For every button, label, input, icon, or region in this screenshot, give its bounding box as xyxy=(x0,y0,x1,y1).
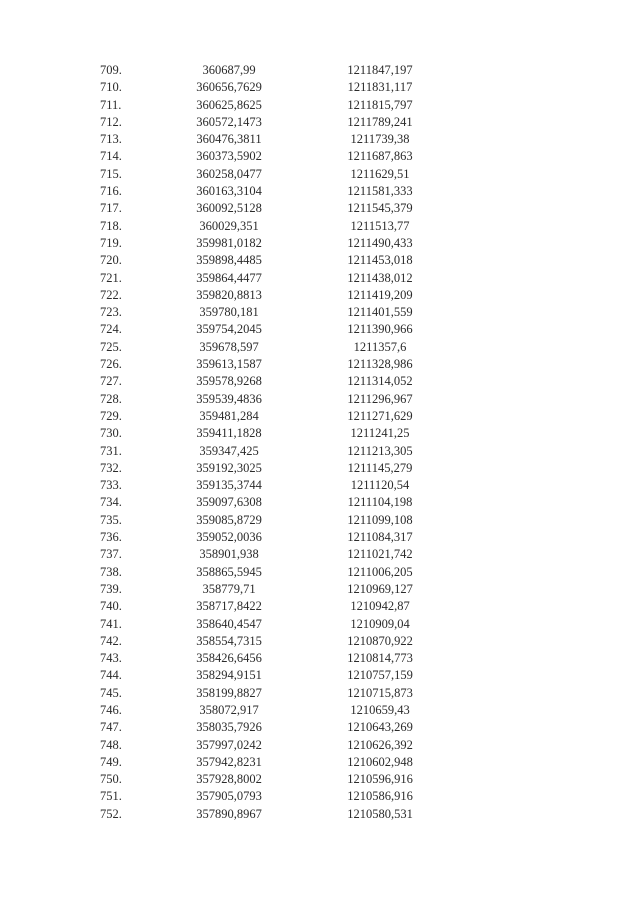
row-number: 718. xyxy=(100,218,122,233)
x-coordinate: 357890,8967 xyxy=(196,806,262,821)
y-coordinate: 1211021,742 xyxy=(347,547,413,562)
table-row xyxy=(0,148,640,165)
x-coordinate: 359052,0036 xyxy=(196,530,262,545)
table-row xyxy=(0,391,640,408)
table-row xyxy=(0,564,640,581)
table-row xyxy=(0,667,640,684)
x-coordinate: 360656,7629 xyxy=(196,80,262,95)
row-number: 749. xyxy=(100,754,122,769)
table-row xyxy=(0,252,640,269)
row-number: 748. xyxy=(100,737,122,752)
x-coordinate: 359481,284 xyxy=(199,408,259,423)
coordinate-table xyxy=(0,62,640,823)
x-coordinate: 359135,3744 xyxy=(196,478,262,493)
y-coordinate: 1211296,967 xyxy=(347,391,413,406)
table-row xyxy=(0,702,640,719)
y-coordinate: 1210659,43 xyxy=(350,702,410,717)
x-coordinate: 359085,8729 xyxy=(196,512,262,527)
x-coordinate: 358779,71 xyxy=(202,581,256,596)
row-number: 741. xyxy=(100,616,122,631)
row-number: 744. xyxy=(100,668,122,683)
x-coordinate: 359780,181 xyxy=(199,305,259,320)
y-coordinate: 1210602,948 xyxy=(347,754,413,769)
row-number: 734. xyxy=(100,495,122,510)
row-number: 710. xyxy=(100,80,122,95)
table-row xyxy=(0,287,640,304)
table-row xyxy=(0,114,640,131)
y-coordinate: 1211401,559 xyxy=(347,305,413,320)
row-number: 745. xyxy=(100,685,122,700)
y-coordinate: 1211104,198 xyxy=(347,495,413,510)
y-coordinate: 1211390,966 xyxy=(347,322,413,337)
y-coordinate: 1211438,012 xyxy=(347,270,413,285)
table-row xyxy=(0,79,640,96)
x-coordinate: 360476,3811 xyxy=(196,132,262,147)
row-number: 714. xyxy=(100,149,122,164)
x-coordinate: 360029,351 xyxy=(199,218,259,233)
x-coordinate: 359678,597 xyxy=(199,339,259,354)
x-coordinate: 358717,8422 xyxy=(196,599,262,614)
x-coordinate: 358426,6456 xyxy=(196,651,262,666)
y-coordinate: 1211084,317 xyxy=(347,530,413,545)
table-row xyxy=(0,477,640,494)
x-coordinate: 358072,917 xyxy=(199,702,259,717)
y-coordinate: 1211847,197 xyxy=(347,63,413,77)
x-coordinate: 359898,4485 xyxy=(196,253,262,268)
y-coordinate: 1211419,209 xyxy=(347,287,413,302)
y-coordinate: 1210596,916 xyxy=(347,772,413,787)
row-number: 742. xyxy=(100,633,122,648)
y-coordinate: 1211241,25 xyxy=(350,426,410,441)
y-coordinate: 1211739,38 xyxy=(350,132,410,147)
y-coordinate: 1210870,922 xyxy=(347,633,413,648)
table-row xyxy=(0,270,640,287)
row-number: 733. xyxy=(100,478,122,493)
x-coordinate: 359864,4477 xyxy=(196,270,262,285)
x-coordinate: 359539,4836 xyxy=(196,391,262,406)
y-coordinate: 1211581,333 xyxy=(347,184,413,199)
x-coordinate: 359097,6308 xyxy=(196,495,262,510)
table-row xyxy=(0,633,640,650)
x-coordinate: 357905,0793 xyxy=(196,789,262,804)
row-number: 730. xyxy=(100,426,122,441)
y-coordinate: 1211314,052 xyxy=(347,374,413,389)
y-coordinate: 1211545,379 xyxy=(347,201,413,216)
table-row xyxy=(0,616,640,633)
row-number: 722. xyxy=(100,287,122,302)
y-coordinate: 1211815,797 xyxy=(347,97,413,112)
table-row xyxy=(0,235,640,252)
table-row xyxy=(0,304,640,321)
table-row xyxy=(0,737,640,754)
table-row xyxy=(0,650,640,667)
row-number: 727. xyxy=(100,374,122,389)
y-coordinate: 1211328,986 xyxy=(347,357,413,372)
table-row xyxy=(0,788,640,805)
row-number: 750. xyxy=(100,772,122,787)
row-number: 726. xyxy=(100,357,122,372)
table-row xyxy=(0,408,640,425)
x-coordinate: 359754,2045 xyxy=(196,322,262,337)
table-row xyxy=(0,598,640,615)
x-coordinate: 360258,0477 xyxy=(196,166,262,181)
table-row xyxy=(0,218,640,235)
row-number: 711. xyxy=(100,97,122,112)
table-row xyxy=(0,339,640,356)
table-row xyxy=(0,719,640,736)
x-coordinate: 359578,9268 xyxy=(196,374,262,389)
y-coordinate: 1211357,6 xyxy=(353,339,407,354)
table-row xyxy=(0,425,640,442)
table-row xyxy=(0,754,640,771)
table-row xyxy=(0,806,640,823)
x-coordinate: 360687,99 xyxy=(202,63,256,77)
x-coordinate: 358035,7926 xyxy=(196,720,262,735)
table-row xyxy=(0,443,640,460)
row-number: 721. xyxy=(100,270,122,285)
x-coordinate: 359192,3025 xyxy=(196,460,262,475)
row-number: 735. xyxy=(100,512,122,527)
y-coordinate: 1210586,916 xyxy=(347,789,413,804)
x-coordinate: 360092,5128 xyxy=(196,201,262,216)
x-coordinate: 359411,1828 xyxy=(196,426,262,441)
x-coordinate: 357997,0242 xyxy=(196,737,262,752)
table-row xyxy=(0,321,640,338)
table-row xyxy=(0,200,640,217)
row-number: 738. xyxy=(100,564,122,579)
x-coordinate: 358554,7315 xyxy=(196,633,262,648)
row-number: 737. xyxy=(100,547,122,562)
row-number: 739. xyxy=(100,581,122,596)
table-row xyxy=(0,771,640,788)
x-coordinate: 359820,8813 xyxy=(196,287,262,302)
row-number: 740. xyxy=(100,599,122,614)
y-coordinate: 1210757,159 xyxy=(347,668,413,683)
y-coordinate: 1211120,54 xyxy=(350,478,410,493)
y-coordinate: 1210942,87 xyxy=(350,599,410,614)
table-row xyxy=(0,581,640,598)
y-coordinate: 1211513,77 xyxy=(350,218,410,233)
row-number: 732. xyxy=(100,460,122,475)
row-number: 716. xyxy=(100,184,122,199)
x-coordinate: 358901,938 xyxy=(199,547,259,562)
row-number: 720. xyxy=(100,253,122,268)
y-coordinate: 1211687,863 xyxy=(347,149,413,164)
y-coordinate: 1211099,108 xyxy=(347,512,413,527)
row-number: 752. xyxy=(100,806,122,821)
row-number: 729. xyxy=(100,408,122,423)
y-coordinate: 1211453,018 xyxy=(347,253,413,268)
row-number: 736. xyxy=(100,530,122,545)
row-number: 712. xyxy=(100,114,122,129)
x-coordinate: 360572,1473 xyxy=(196,114,262,129)
row-number: 743. xyxy=(100,651,122,666)
row-number: 723. xyxy=(100,305,122,320)
row-number: 728. xyxy=(100,391,122,406)
table-row xyxy=(0,97,640,114)
y-coordinate: 1211271,629 xyxy=(347,408,413,423)
y-coordinate: 1210580,531 xyxy=(347,806,413,821)
y-coordinate: 1211213,305 xyxy=(347,443,413,458)
row-number: 746. xyxy=(100,702,122,717)
row-number: 751. xyxy=(100,789,122,804)
x-coordinate: 358640,4547 xyxy=(196,616,262,631)
x-coordinate: 360373,5902 xyxy=(196,149,262,164)
x-coordinate: 357928,8002 xyxy=(196,772,262,787)
row-number: 719. xyxy=(100,235,122,250)
table-row xyxy=(0,62,640,79)
y-coordinate: 1210715,873 xyxy=(347,685,413,700)
y-coordinate: 1210969,127 xyxy=(347,581,413,596)
row-number: 717. xyxy=(100,201,122,216)
y-coordinate: 1211789,241 xyxy=(347,114,413,129)
row-number: 713. xyxy=(100,132,122,147)
table-row xyxy=(0,166,640,183)
y-coordinate: 1211145,279 xyxy=(347,460,413,475)
y-coordinate: 1210643,269 xyxy=(347,720,413,735)
y-coordinate: 1210909,04 xyxy=(350,616,410,631)
table-row xyxy=(0,460,640,477)
x-coordinate: 358865,5945 xyxy=(196,564,262,579)
x-coordinate: 359981,0182 xyxy=(196,235,262,250)
x-coordinate: 358199,8827 xyxy=(196,685,262,700)
y-coordinate: 1211831,117 xyxy=(347,80,413,95)
y-coordinate: 1211629,51 xyxy=(350,166,410,181)
table-row xyxy=(0,494,640,511)
row-number: 715. xyxy=(100,166,122,181)
row-number: 747. xyxy=(100,720,122,735)
table-row xyxy=(0,529,640,546)
table-row xyxy=(0,356,640,373)
table-row xyxy=(0,685,640,702)
row-number: 724. xyxy=(100,322,122,337)
y-coordinate: 1210626,392 xyxy=(347,737,413,752)
table-row xyxy=(0,131,640,148)
row-number: 731. xyxy=(100,443,122,458)
y-coordinate: 1210814,773 xyxy=(347,651,413,666)
table-row xyxy=(0,512,640,529)
x-coordinate: 360163,3104 xyxy=(196,184,262,199)
row-number: 725. xyxy=(100,339,122,354)
x-coordinate: 359347,425 xyxy=(199,443,259,458)
table-row xyxy=(0,546,640,563)
table-row xyxy=(0,183,640,200)
x-coordinate: 359613,1587 xyxy=(196,357,262,372)
table-row xyxy=(0,373,640,390)
x-coordinate: 360625,8625 xyxy=(196,97,262,112)
row-number: 709. xyxy=(100,63,122,77)
x-coordinate: 358294,9151 xyxy=(196,668,262,683)
y-coordinate: 1211006,205 xyxy=(347,564,413,579)
y-coordinate: 1211490,433 xyxy=(347,235,413,250)
x-coordinate: 357942,8231 xyxy=(196,754,262,769)
